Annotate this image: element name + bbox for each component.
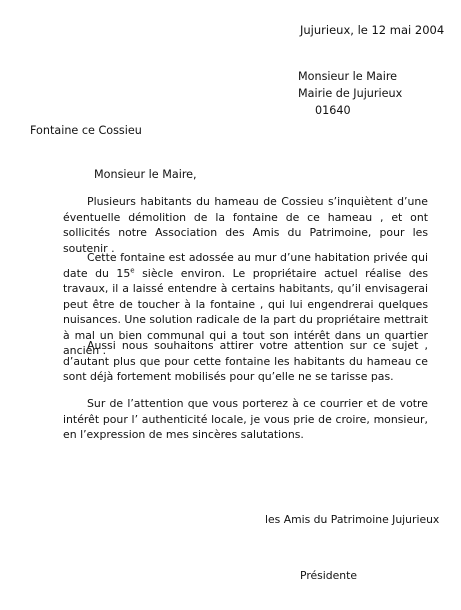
- paragraph-4: [63, 396, 428, 443]
- recipient-address: [298, 68, 402, 119]
- paragraph-3: [63, 338, 428, 385]
- paragraph-2-part-2: siècle environ. Le propriétaire actuel réalise des travaux, il a laissé entendre à certains habitants, qu’il envisagerai peut être de toucher à la fontaine , qui lui engendrerai quelques nuisances. Une solution radicale de la part du propriétaire mettrait à mal un bien communal qui a tout son intérêt dans un quartier ancien .: [63, 266, 428, 357]
- paragraph-1-text: Plusieurs habitants du hameau de Cossieu s’inquiètent d’une éventuelle démolition de la fontaine de ce hameau , et ont sollicités notre Association des Amis du Patrimoine, pour les soutenir .: [63, 195, 428, 255]
- paragraph-2-part-1: Cette fontaine est adossée au mur d’une habitation privée qui date du 15: [63, 251, 428, 280]
- salutation: Monsieur le Maire,: [94, 168, 197, 181]
- signature: les Amis du Patrimoine Jujurieux: [265, 513, 440, 526]
- paragraph-3-text: Aussi nous souhaitons attirer votre attention sur ce sujet , d’autant plus que pour cette fontaine les habitants du hameau ce sont déjà fortement mobilisés pour qu’elle ne se tarisse pas.: [63, 339, 428, 383]
- recipient-line-1: Monsieur le Maire: [298, 70, 398, 83]
- recipient-postcode: 01640: [315, 104, 351, 117]
- paragraph-4-text: Sur de l’attention que vous porterez à ce courrier et de votre intérêt pour l’ authenticité locale, je vous prie de croire, monsieur, en l’expression de mes sincères salutations.: [63, 397, 428, 441]
- paragraph-1: [63, 194, 428, 256]
- recipient-line-2: Mairie de Jujurieux: [298, 87, 403, 100]
- place-date: Jujurieux, le 12 mai 2004: [300, 23, 445, 37]
- signatory-role: Présidente: [300, 569, 358, 582]
- century-superscript: e: [130, 265, 135, 274]
- sender-location: Fontaine ce Cossieu: [30, 124, 142, 137]
